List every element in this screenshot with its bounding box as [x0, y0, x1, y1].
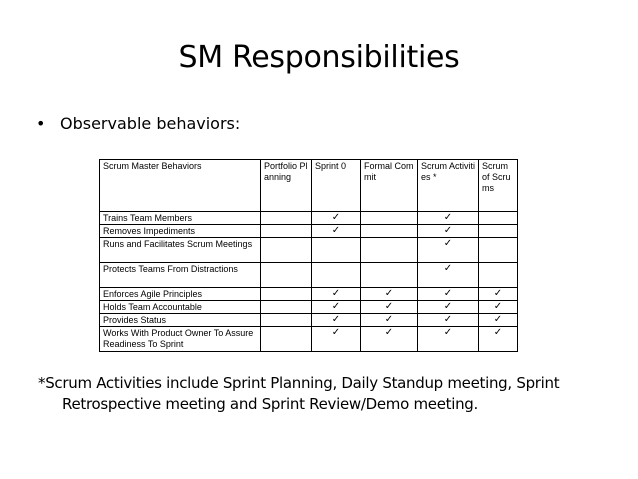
check-cell [479, 327, 518, 352]
header-behaviors: Scrum Master Behaviors [100, 160, 261, 212]
bullet-marker: • [36, 114, 46, 133]
table-row [100, 288, 518, 301]
check-cell [418, 212, 479, 225]
table-header-row [100, 160, 518, 212]
table-row [100, 263, 518, 288]
check-cell [361, 238, 418, 263]
check-cell [418, 263, 479, 288]
check-cell [361, 301, 418, 314]
check-cell [361, 327, 418, 352]
check-cell [261, 288, 312, 301]
behavior-label: Holds Team Accountable [100, 301, 261, 314]
header-scrum-of-scrums: Scrum of Scrums [479, 160, 518, 212]
checkmark-icon: ✓ [443, 238, 453, 249]
checkmark-icon: ✓ [493, 314, 503, 325]
check-cell [361, 314, 418, 327]
check-cell [312, 225, 361, 238]
checkmark-icon: ✓ [443, 263, 453, 274]
check-cell [312, 288, 361, 301]
check-cell [479, 263, 518, 288]
checkmark-icon: ✓ [331, 301, 341, 312]
behavior-label: Protects Teams From Distractions [100, 263, 261, 288]
check-cell [261, 225, 312, 238]
check-cell [361, 212, 418, 225]
check-cell [312, 263, 361, 288]
header-scrum-activities: Scrum Activities * [418, 160, 479, 212]
table-row [100, 238, 518, 263]
header-sprint-0: Sprint 0 [312, 160, 361, 212]
check-cell [312, 212, 361, 225]
checkmark-icon: ✓ [384, 327, 394, 338]
check-cell [312, 238, 361, 263]
checkmark-icon: ✓ [443, 288, 453, 299]
table-row [100, 301, 518, 314]
check-cell [418, 225, 479, 238]
check-cell [361, 288, 418, 301]
slide-title: SM Responsibilities [178, 40, 460, 75]
check-cell [479, 212, 518, 225]
behavior-label: Runs and Facilitates Scrum Meetings [100, 238, 261, 263]
check-cell [261, 212, 312, 225]
check-cell [418, 288, 479, 301]
check-cell [418, 314, 479, 327]
checkmark-icon: ✓ [443, 314, 453, 325]
checkmark-icon: ✓ [384, 301, 394, 312]
bullet-observable-behaviors [36, 113, 240, 135]
checkmark-icon: ✓ [331, 225, 341, 236]
check-cell [261, 327, 312, 352]
header-formal-commit: Formal Commit [361, 160, 418, 212]
checkmark-icon: ✓ [384, 288, 394, 299]
checkmark-icon: ✓ [443, 327, 453, 338]
behavior-label: Removes Impediments [100, 225, 261, 238]
bullet-text: Observable behaviors: [60, 114, 241, 133]
check-cell [418, 238, 479, 263]
check-cell [479, 314, 518, 327]
behavior-label: Enforces Agile Principles [100, 288, 261, 301]
check-cell [261, 314, 312, 327]
table-row [100, 314, 518, 327]
check-cell [361, 263, 418, 288]
behavior-label: Works With Product Owner To Assure Readiness To Sprint [100, 327, 261, 352]
checkmark-icon: ✓ [384, 314, 394, 325]
footnote: *Scrum Activities include Sprint Planning, Daily Standup meeting, Sprint Retrospective meeting and Sprint Review/Demo meeting. [38, 374, 560, 413]
checkmark-icon: ✓ [331, 212, 341, 223]
checkmark-icon: ✓ [331, 327, 341, 338]
checkmark-icon: ✓ [493, 288, 503, 299]
check-cell [261, 301, 312, 314]
check-cell [479, 238, 518, 263]
checkmark-icon: ✓ [443, 301, 453, 312]
check-cell [479, 301, 518, 314]
check-cell [479, 288, 518, 301]
check-cell [261, 238, 312, 263]
checkmark-icon: ✓ [331, 314, 341, 325]
checkmark-icon: ✓ [493, 301, 503, 312]
checkmark-icon: ✓ [443, 225, 453, 236]
check-cell [418, 327, 479, 352]
table-row [100, 225, 518, 238]
behavior-label: Provides Status [100, 314, 261, 327]
table-row [100, 327, 518, 352]
check-cell [312, 314, 361, 327]
check-cell [312, 301, 361, 314]
check-cell [361, 225, 418, 238]
header-portfolio-planning: Portfolio Planning [261, 160, 312, 212]
check-cell [312, 327, 361, 352]
check-cell [418, 301, 479, 314]
checkmark-icon: ✓ [493, 327, 503, 338]
table-row [100, 212, 518, 225]
check-cell [261, 263, 312, 288]
checkmark-icon: ✓ [443, 212, 453, 223]
behaviors-table [99, 159, 518, 352]
behavior-label: Trains Team Members [100, 212, 261, 225]
check-cell [479, 225, 518, 238]
checkmark-icon: ✓ [331, 288, 341, 299]
